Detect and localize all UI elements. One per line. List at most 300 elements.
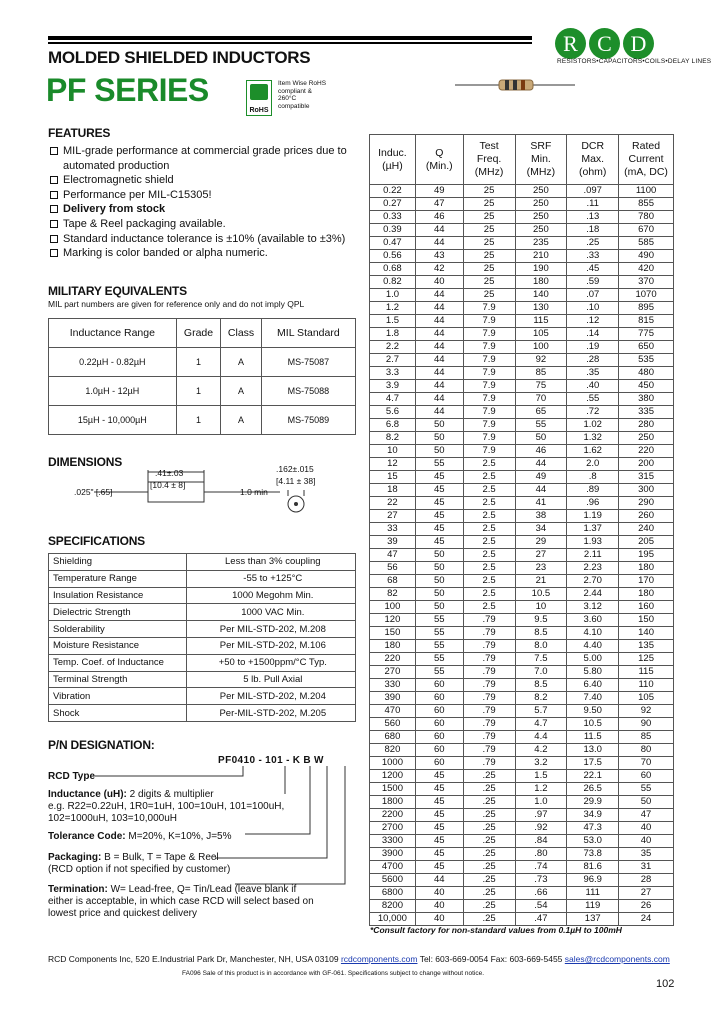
footer-email[interactable]: sales@rcdcomponents.com xyxy=(564,954,670,964)
table-cell: 3900 xyxy=(370,848,416,861)
table-cell: 100 xyxy=(370,601,416,614)
table-cell: 21 xyxy=(515,575,567,588)
table-cell: .79 xyxy=(463,614,515,627)
feature-text: Standard inductance tolerance is ±10% (available to ±3%) xyxy=(63,232,346,245)
table-cell: 81.6 xyxy=(567,861,619,874)
table-cell: 105 xyxy=(619,692,674,705)
dim-lead-len: 1.0 min xyxy=(240,487,268,497)
table-row xyxy=(370,289,674,302)
table-cell: .79 xyxy=(463,744,515,757)
table-cell: .13 xyxy=(567,211,619,224)
table-cell: 7.9 xyxy=(463,445,515,458)
table-cell: 250 xyxy=(619,432,674,445)
table-cell: .25 xyxy=(463,900,515,913)
table-row xyxy=(370,627,674,640)
table-cell: 40 xyxy=(415,276,463,289)
table-row xyxy=(370,679,674,692)
table-cell: 40 xyxy=(415,900,463,913)
table-cell: Moisture Resistance xyxy=(49,637,187,654)
table-cell: 1 xyxy=(176,406,221,435)
table-cell: 4700 xyxy=(370,861,416,874)
table-cell: 140 xyxy=(515,289,567,302)
feature-text: automated production xyxy=(63,159,170,172)
table-cell: .18 xyxy=(567,224,619,237)
table-cell: 775 xyxy=(619,328,674,341)
table-row xyxy=(370,237,674,250)
table-cell: .79 xyxy=(463,731,515,744)
table-cell: 680 xyxy=(370,731,416,744)
table-cell: .54 xyxy=(515,900,567,913)
table-cell: .92 xyxy=(515,822,567,835)
column-header: DCR Max. (ohm) xyxy=(567,135,619,185)
table-cell: 535 xyxy=(619,354,674,367)
pn-code-part: - xyxy=(258,755,263,766)
table-cell: 7.9 xyxy=(463,315,515,328)
table-row xyxy=(370,380,674,393)
feature-text: MIL-grade performance at commercial grade prices due to xyxy=(63,145,347,157)
dim-body-len-mm: [10.4 ± 8] xyxy=(150,480,186,490)
table-cell: 45 xyxy=(415,497,463,510)
pn-tol-label: Tolerance Code: xyxy=(48,831,126,842)
pn-code-part: 101 xyxy=(265,755,284,766)
feature-text: Marking is color banded or alpha numeric. xyxy=(63,247,268,260)
table-row xyxy=(370,744,674,757)
table-row xyxy=(370,263,674,276)
table-cell: 2.11 xyxy=(567,549,619,562)
pn-inductance xyxy=(48,789,214,801)
table-cell: 2.5 xyxy=(463,458,515,471)
table-row xyxy=(370,445,674,458)
table-cell: 44 xyxy=(415,289,463,302)
table-cell: 2200 xyxy=(370,809,416,822)
table-cell: 3.2 xyxy=(515,757,567,770)
military-header: Class xyxy=(221,319,261,348)
table-cell: 670 xyxy=(619,224,674,237)
table-cell: 10 xyxy=(515,601,567,614)
table-cell: 8.2 xyxy=(515,692,567,705)
table-cell: .79 xyxy=(463,705,515,718)
feature-item xyxy=(48,232,358,247)
consult-note: *Consult factory for non-standard values from 0.1µH to 100mH xyxy=(370,925,622,935)
table-cell: 1500 xyxy=(370,783,416,796)
table-cell: Vibration xyxy=(49,688,187,705)
table-cell: Shielding xyxy=(49,554,187,571)
features-heading: FEATURES xyxy=(48,126,111,140)
table-cell: .79 xyxy=(463,757,515,770)
table-cell: 1.93 xyxy=(567,536,619,549)
table-cell: 53.0 xyxy=(567,835,619,848)
footer-address xyxy=(48,954,680,964)
table-cell: 60 xyxy=(415,718,463,731)
table-cell: 1100 xyxy=(619,185,674,198)
table-cell: Terminal Strength xyxy=(49,671,187,688)
table-cell: 420 xyxy=(619,263,674,276)
table-cell: 2.5 xyxy=(463,562,515,575)
table-cell: 140 xyxy=(619,627,674,640)
specifications-table xyxy=(48,553,356,722)
table-cell: .97 xyxy=(515,809,567,822)
table-cell: 200 xyxy=(619,458,674,471)
military-note: MIL part numbers are given for reference only and do not imply QPL xyxy=(48,299,305,309)
table-cell: 55 xyxy=(415,627,463,640)
pn-term3: lowest price and quickest delivery xyxy=(48,908,197,919)
table-cell: 7.9 xyxy=(463,302,515,315)
table-cell: 300 xyxy=(619,484,674,497)
table-cell: .79 xyxy=(463,653,515,666)
checkbox-icon xyxy=(50,235,58,243)
table-cell: 25 xyxy=(463,198,515,211)
table-cell: 38 xyxy=(515,510,567,523)
dimensions-heading: DIMENSIONS xyxy=(48,455,123,469)
pn-tol-desc: M=20%, K=10%, J=5% xyxy=(128,831,232,842)
pn-term-label: Termination: xyxy=(48,884,108,895)
table-row xyxy=(370,354,674,367)
table-cell: 50 xyxy=(515,432,567,445)
page-number: 102 xyxy=(656,978,675,990)
table-row xyxy=(49,688,356,705)
table-cell: 137 xyxy=(567,913,619,926)
table-cell: 9.5 xyxy=(515,614,567,627)
table-cell: .25 xyxy=(463,770,515,783)
table-cell: .33 xyxy=(567,250,619,263)
table-cell: 1.19 xyxy=(567,510,619,523)
features-list xyxy=(48,144,358,261)
checkbox-icon xyxy=(50,220,58,228)
table-cell: 180 xyxy=(515,276,567,289)
table-cell: 47 xyxy=(415,198,463,211)
table-cell: 250 xyxy=(515,211,567,224)
table-cell: 2.5 xyxy=(463,497,515,510)
table-cell: 44 xyxy=(415,315,463,328)
table-cell: 44 xyxy=(415,380,463,393)
table-cell: 7.40 xyxy=(567,692,619,705)
table-cell: 50 xyxy=(415,575,463,588)
table-cell: 40 xyxy=(415,913,463,926)
table-row xyxy=(370,874,674,887)
table-row xyxy=(370,419,674,432)
table-cell: 100 xyxy=(515,341,567,354)
table-cell: .89 xyxy=(567,484,619,497)
table-cell: 815 xyxy=(619,315,674,328)
table-cell: 11.5 xyxy=(567,731,619,744)
table-cell: 27 xyxy=(370,510,416,523)
military-header: MIL Standard xyxy=(261,319,355,348)
table-cell: 65 xyxy=(515,406,567,419)
table-cell: 31 xyxy=(619,861,674,874)
table-row xyxy=(370,510,674,523)
table-cell: Temp. Coef. of Inductance xyxy=(49,654,187,671)
table-cell: .47 xyxy=(515,913,567,926)
table-cell: 25 xyxy=(463,263,515,276)
table-cell: 40 xyxy=(415,887,463,900)
table-cell: 10.5 xyxy=(567,718,619,731)
table-cell: .35 xyxy=(567,367,619,380)
table-cell: 46 xyxy=(415,211,463,224)
table-cell: 3.12 xyxy=(567,601,619,614)
table-cell: 2.2 xyxy=(370,341,416,354)
table-cell: 1.0µH - 12µH xyxy=(49,377,177,406)
table-cell: Per MIL-STD-202, M.204 xyxy=(186,688,355,705)
table-cell: Temperature Range xyxy=(49,570,187,587)
table-cell: 290 xyxy=(619,497,674,510)
table-cell: 34 xyxy=(515,523,567,536)
pn-term-desc: W= Lead-free, Q= Tin/Lead (leave blank if xyxy=(110,884,297,895)
table-cell: .74 xyxy=(515,861,567,874)
rohs-note: Item Wise RoHS compliant & 260°C compatible xyxy=(278,80,327,110)
table-cell: 25 xyxy=(463,185,515,198)
table-row xyxy=(370,887,674,900)
table-cell: 41 xyxy=(515,497,567,510)
table-row xyxy=(370,653,674,666)
table-cell: 0.27 xyxy=(370,198,416,211)
table-cell: 210 xyxy=(515,250,567,263)
table-cell: 24 xyxy=(619,913,674,926)
table-cell: 0.56 xyxy=(370,250,416,263)
table-row xyxy=(49,377,356,406)
table-cell: 44 xyxy=(515,484,567,497)
table-cell: 44 xyxy=(415,224,463,237)
table-cell: 28 xyxy=(619,874,674,887)
rcd-logo xyxy=(555,28,654,59)
table-cell: 180 xyxy=(619,562,674,575)
table-cell: 160 xyxy=(619,601,674,614)
pn-code xyxy=(218,755,327,766)
table-cell: 7.9 xyxy=(463,367,515,380)
table-cell: 50 xyxy=(415,601,463,614)
table-row xyxy=(370,822,674,835)
table-row xyxy=(370,692,674,705)
table-cell: .72 xyxy=(567,406,619,419)
table-cell: 10.5 xyxy=(515,588,567,601)
table-row xyxy=(370,640,674,653)
dim-dia: .162±.015 xyxy=(276,464,314,474)
table-cell: 1070 xyxy=(619,289,674,302)
table-cell: 2.5 xyxy=(463,523,515,536)
table-cell: .19 xyxy=(567,341,619,354)
dim-dia-mm: [4.11 ± 38] xyxy=(276,476,316,486)
table-cell: 96.9 xyxy=(567,874,619,887)
table-row xyxy=(370,458,674,471)
table-row xyxy=(370,913,674,926)
table-row xyxy=(370,315,674,328)
table-cell: 1.8 xyxy=(370,328,416,341)
table-cell: 49 xyxy=(415,185,463,198)
top-rule-2 xyxy=(48,42,532,44)
table-cell: 44 xyxy=(415,237,463,250)
table-cell: 7.9 xyxy=(463,341,515,354)
table-cell: 7.9 xyxy=(463,380,515,393)
table-cell: 85 xyxy=(619,731,674,744)
table-cell: 190 xyxy=(515,263,567,276)
table-cell: 2.23 xyxy=(567,562,619,575)
table-cell: 44 xyxy=(415,406,463,419)
table-row xyxy=(370,211,674,224)
table-row xyxy=(370,198,674,211)
table-cell: .55 xyxy=(567,393,619,406)
table-cell: .25 xyxy=(463,783,515,796)
table-cell: 2.5 xyxy=(463,536,515,549)
table-cell: 150 xyxy=(370,627,416,640)
table-row xyxy=(49,348,356,377)
table-row xyxy=(49,671,356,688)
table-row xyxy=(370,276,674,289)
table-cell: 44 xyxy=(515,458,567,471)
table-cell: 250 xyxy=(515,185,567,198)
table-cell: .79 xyxy=(463,692,515,705)
table-cell: 23 xyxy=(515,562,567,575)
table-cell: 220 xyxy=(370,653,416,666)
table-cell: 4.7 xyxy=(515,718,567,731)
table-cell: 235 xyxy=(515,237,567,250)
table-cell: 330 xyxy=(370,679,416,692)
table-cell: Dielectric Strength xyxy=(49,604,187,621)
table-cell: 73.8 xyxy=(567,848,619,861)
pn-termination xyxy=(48,884,296,896)
table-cell: .25 xyxy=(567,237,619,250)
table-cell: 39 xyxy=(370,536,416,549)
table-cell: 6.8 xyxy=(370,419,416,432)
table-cell: 119 xyxy=(567,900,619,913)
feature-item xyxy=(48,217,358,232)
table-cell: +50 to +1500ppm/°C Typ. xyxy=(186,654,355,671)
feature-text: Delivery from stock xyxy=(63,203,166,216)
table-cell: 1.37 xyxy=(567,523,619,536)
table-cell: 15 xyxy=(370,471,416,484)
table-cell: 25 xyxy=(463,250,515,263)
table-cell: 8.0 xyxy=(515,640,567,653)
table-cell: 3.9 xyxy=(370,380,416,393)
table-cell: .25 xyxy=(463,822,515,835)
logo-letter: C xyxy=(589,28,620,59)
table-cell: 380 xyxy=(619,393,674,406)
table-cell: 45 xyxy=(415,848,463,861)
table-cell: 50 xyxy=(415,549,463,562)
leaf-icon xyxy=(250,84,268,100)
table-cell: .10 xyxy=(567,302,619,315)
table-cell: 2.5 xyxy=(463,471,515,484)
table-cell: 45 xyxy=(415,796,463,809)
footer-tel: Tel: 603-669-0054 Fax: 603-669-5455 xyxy=(419,954,563,964)
table-cell: 2.0 xyxy=(567,458,619,471)
table-cell: 56 xyxy=(370,562,416,575)
table-cell: 44 xyxy=(415,341,463,354)
table-cell: 70 xyxy=(515,393,567,406)
feature-text: Performance per MIL-C15305! xyxy=(63,188,212,201)
table-cell: 6.40 xyxy=(567,679,619,692)
table-row xyxy=(370,796,674,809)
table-cell: 2.5 xyxy=(463,575,515,588)
pn-tolerance xyxy=(48,831,232,843)
table-cell: 2.5 xyxy=(463,601,515,614)
table-row xyxy=(49,604,356,621)
inductor-table xyxy=(369,134,674,926)
table-cell: 130 xyxy=(515,302,567,315)
table-cell: 29 xyxy=(515,536,567,549)
table-cell: 55 xyxy=(515,419,567,432)
table-cell: 170 xyxy=(619,575,674,588)
table-cell: 82 xyxy=(370,588,416,601)
table-cell: 125 xyxy=(619,653,674,666)
pn-pkg-note: (RCD option if not specified by customer) xyxy=(48,864,231,875)
table-cell: .79 xyxy=(463,679,515,692)
series-title: PF SERIES xyxy=(46,72,209,108)
table-cell: 180 xyxy=(370,640,416,653)
table-row xyxy=(49,705,356,722)
table-cell: 50 xyxy=(619,796,674,809)
table-cell: 29.9 xyxy=(567,796,619,809)
table-cell: 1000 VAC Min. xyxy=(186,604,355,621)
dim-lead: .025" [.65] xyxy=(74,487,113,497)
feature-item xyxy=(48,144,358,159)
table-cell: 6800 xyxy=(370,887,416,900)
pn-ind-ex2: 102=1000uH, 103=10,000uH xyxy=(48,813,178,824)
table-cell: 490 xyxy=(619,250,674,263)
table-cell: 7.9 xyxy=(463,354,515,367)
pn-ind-desc: 2 digits & multiplier xyxy=(129,789,214,800)
pn-code-part: W xyxy=(314,755,324,766)
table-cell: 60 xyxy=(415,679,463,692)
table-cell: 585 xyxy=(619,237,674,250)
rohs-label: RoHS xyxy=(249,107,269,114)
table-cell: 820 xyxy=(370,744,416,757)
table-row xyxy=(370,848,674,861)
feature-text: Electromagnetic shield xyxy=(63,174,174,187)
table-cell: 0.33 xyxy=(370,211,416,224)
table-cell: 18 xyxy=(370,484,416,497)
table-cell: .12 xyxy=(567,315,619,328)
table-cell: .07 xyxy=(567,289,619,302)
table-row xyxy=(370,575,674,588)
footer-url[interactable]: rcdcomponents.com xyxy=(340,954,418,964)
table-cell: 895 xyxy=(619,302,674,315)
table-cell: .79 xyxy=(463,718,515,731)
table-cell: 50 xyxy=(415,432,463,445)
table-cell: 50 xyxy=(415,445,463,458)
table-cell: 220 xyxy=(619,445,674,458)
table-cell: Insulation Resistance xyxy=(49,587,187,604)
table-cell: 17.5 xyxy=(567,757,619,770)
table-cell: 26.5 xyxy=(567,783,619,796)
table-cell: 7.9 xyxy=(463,406,515,419)
table-cell: MS-75087 xyxy=(261,348,355,377)
table-cell: 5 lb. Pull Axial xyxy=(186,671,355,688)
table-cell: 44 xyxy=(415,874,463,887)
military-table xyxy=(48,318,356,435)
table-cell: Shock xyxy=(49,705,187,722)
table-cell: Per MIL-STD-202, M.106 xyxy=(186,637,355,654)
table-cell: 4.40 xyxy=(567,640,619,653)
table-cell: 46 xyxy=(515,445,567,458)
table-cell: 180 xyxy=(619,588,674,601)
table-cell: 1.0 xyxy=(370,289,416,302)
table-cell: 40 xyxy=(619,835,674,848)
table-cell: 560 xyxy=(370,718,416,731)
table-cell: 1 xyxy=(176,377,221,406)
table-cell: 1800 xyxy=(370,796,416,809)
table-cell: 250 xyxy=(515,224,567,237)
table-cell: 44 xyxy=(415,354,463,367)
table-row xyxy=(370,471,674,484)
table-cell: 390 xyxy=(370,692,416,705)
table-cell: Solderability xyxy=(49,621,187,638)
table-cell: 0.47 xyxy=(370,237,416,250)
table-cell: .25 xyxy=(463,835,515,848)
table-cell: .79 xyxy=(463,640,515,653)
table-cell: 240 xyxy=(619,523,674,536)
table-cell: 42 xyxy=(415,263,463,276)
table-cell: 26 xyxy=(619,900,674,913)
feature-text: Tape & Reel packaging available. xyxy=(63,217,226,230)
